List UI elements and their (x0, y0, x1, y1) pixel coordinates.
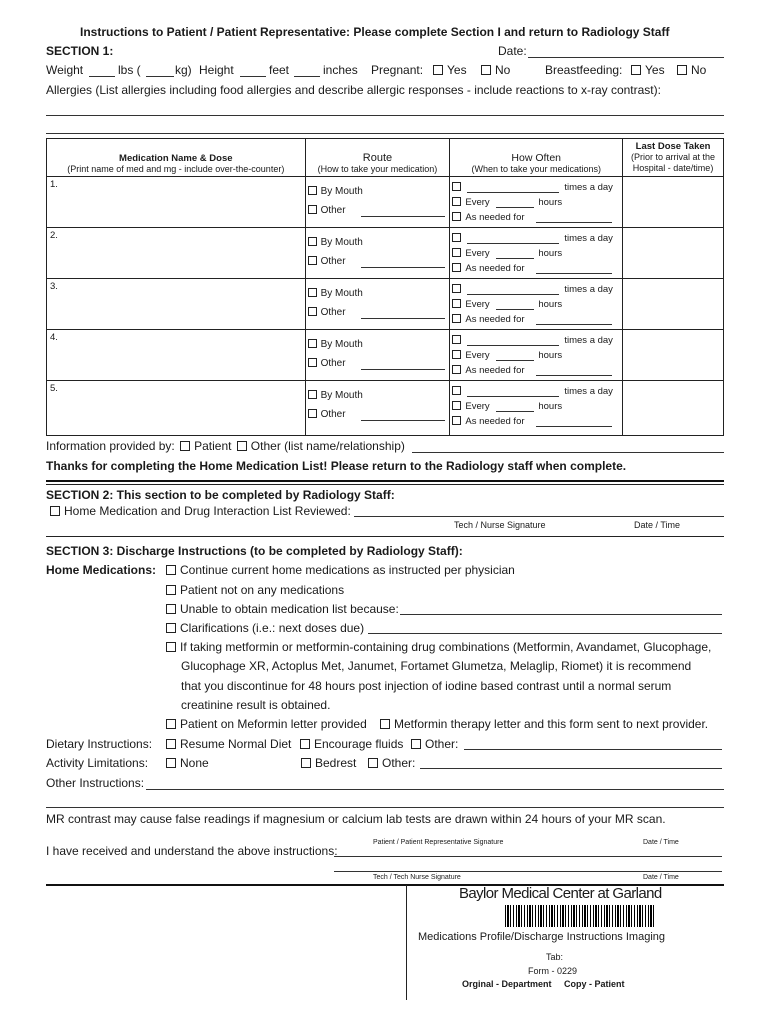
lbs-label: lbs ( (118, 63, 141, 77)
col-route-header (305, 139, 450, 177)
opt-metformin[interactable] (166, 640, 711, 654)
every-hours-field[interactable] (496, 360, 534, 361)
diet-other-field[interactable] (464, 749, 722, 750)
last-dose-cell[interactable] (623, 330, 724, 381)
checkbox-icon[interactable] (166, 719, 176, 729)
how-often-cell (450, 228, 623, 279)
times-a-day-field[interactable] (467, 294, 559, 295)
opt-continue-label: Continue current home medications as instructed per physician (180, 563, 515, 577)
diet-fluids[interactable] (300, 737, 403, 751)
checkbox-icon[interactable] (452, 233, 461, 242)
height-inches-field[interactable] (294, 76, 320, 77)
col-lastdose-header (623, 139, 724, 177)
route-cell (305, 279, 450, 330)
as-needed-label: As needed for (465, 314, 525, 325)
checkbox-icon[interactable] (180, 441, 190, 451)
every-hours-field[interactable] (496, 207, 534, 208)
route-other-field[interactable] (361, 420, 445, 421)
col-medication-header (47, 139, 306, 177)
info-other-label: Other (list name/relationship) (250, 439, 405, 453)
times-a-day-field[interactable] (467, 192, 559, 193)
checkbox-icon[interactable] (380, 719, 390, 729)
every-hours-option[interactable] (452, 299, 489, 310)
date-time-label: Date / Time (634, 520, 681, 530)
row-number: 4. (50, 332, 58, 343)
other-instructions-field[interactable] (146, 789, 724, 790)
row-number: 1. (50, 179, 58, 190)
col-lastdose-sub1: (Prior to arrival at the (631, 152, 716, 162)
activity-none-label: None (180, 756, 209, 770)
divider (406, 885, 407, 1000)
times-a-day-label: times a day (564, 233, 613, 244)
activity-other-field[interactable] (420, 768, 722, 769)
checkbox-icon[interactable] (452, 182, 461, 191)
last-dose-cell[interactable] (623, 381, 724, 436)
route-cell (305, 330, 450, 381)
thanks-message: Thanks for completing the Home Medication List! Please return to the Radiology staff when complete. (46, 459, 627, 473)
checkbox-icon[interactable] (308, 288, 317, 297)
info-provided (46, 439, 405, 453)
checkbox-icon[interactable] (300, 739, 310, 749)
info-provided-label: Information provided by: (46, 439, 175, 453)
every-hours-option[interactable] (452, 248, 489, 259)
route-other-label: Other (320, 409, 346, 420)
section1-label: SECTION 1: (46, 44, 114, 58)
every-hours-option[interactable] (452, 401, 489, 412)
checkbox-icon[interactable] (166, 739, 176, 749)
route-by-mouth[interactable] (308, 390, 363, 401)
as-needed-field[interactable] (536, 426, 612, 427)
tech-sig-label: Tech / Tech Nurse Signature (373, 874, 461, 881)
instructions-heading: Instructions to Patient / Patient Representative: Please complete Section I and return to Radiology Staff (80, 25, 670, 39)
checkbox-icon[interactable] (308, 205, 317, 214)
pregnant-no[interactable] (481, 63, 510, 77)
checkbox-icon[interactable] (433, 65, 443, 75)
tech-nurse-sig-label: Tech / Nurse Signature (454, 520, 546, 530)
clarifications-field[interactable] (368, 633, 722, 634)
route-by-mouth[interactable] (308, 288, 363, 299)
medication-row (47, 177, 724, 228)
opt-metformin-letter[interactable] (166, 717, 367, 731)
medication-name-cell[interactable] (47, 330, 306, 381)
route-by-mouth[interactable] (308, 186, 363, 197)
medication-name-cell[interactable] (47, 279, 306, 330)
checkbox-icon[interactable] (308, 358, 317, 367)
as-needed-label: As needed for (465, 212, 525, 223)
how-often-cell (450, 279, 623, 330)
times-a-day-field[interactable] (467, 243, 559, 244)
row-number: 2. (50, 230, 58, 241)
checkbox-icon[interactable] (308, 237, 317, 246)
col-lastdose-sub2: Hospital - date/time) (632, 163, 714, 173)
as-needed-field[interactable] (536, 273, 612, 274)
last-dose-cell[interactable] (623, 228, 724, 279)
diet-other[interactable] (411, 737, 458, 751)
yes-label: Yes (645, 63, 665, 77)
how-often-cell (450, 330, 623, 381)
times-a-day-label: times a day (564, 284, 613, 295)
opt-metformin-line3: that you discontinue for 48 hours post injection of iodine based contrast until a normal serum (181, 679, 672, 693)
col-howoften-header (450, 139, 623, 177)
activity-other-label: Other: (382, 756, 416, 770)
medication-table (46, 138, 724, 436)
checkbox-icon[interactable] (308, 390, 317, 399)
hours-label: hours (538, 299, 563, 310)
route-other-label: Other (320, 205, 346, 216)
checkbox-icon[interactable] (452, 197, 461, 206)
breastfeeding-label: Breastfeeding: (545, 63, 623, 77)
last-dose-cell[interactable] (623, 177, 724, 228)
opt-no-meds-label: Patient not on any medications (180, 583, 345, 597)
every-hours-field[interactable] (496, 309, 534, 310)
checkbox-icon[interactable] (166, 623, 176, 633)
hours-label: hours (538, 248, 563, 259)
medication-row (47, 279, 724, 330)
col-route-sub: (How to take your medication) (317, 164, 438, 174)
how-often-cell (450, 381, 623, 436)
checkbox-icon[interactable] (452, 284, 461, 293)
date-field[interactable] (528, 57, 724, 58)
times-a-day-label: times a day (564, 335, 613, 346)
patient-date-label: Date / Time (643, 839, 679, 846)
as-needed-option[interactable] (452, 212, 524, 223)
medication-name-cell[interactable] (47, 177, 306, 228)
opt-clarifications-label: Clarifications (i.e.: next doses due) (180, 621, 365, 635)
as-needed-field[interactable] (536, 222, 612, 223)
by-mouth-label: By Mouth (320, 288, 363, 299)
hours-label: hours (538, 197, 563, 208)
checkbox-icon[interactable] (166, 604, 176, 614)
route-other-label: Other (320, 358, 346, 369)
mr-contrast-note: MR contrast may cause false readings if magnesium or calcium lab tests are drawn within 24 hours of your MR scan. (46, 812, 666, 826)
unable-reason-field[interactable] (400, 614, 722, 615)
route-other-field[interactable] (361, 267, 445, 268)
as-needed-label: As needed for (465, 263, 525, 274)
every-label: Every (465, 350, 490, 361)
every-hours-field[interactable] (496, 258, 534, 259)
route-other-field[interactable] (361, 369, 445, 370)
info-other-field[interactable] (412, 452, 724, 453)
allergies-line-1[interactable] (46, 115, 724, 116)
height-label: Height (199, 63, 234, 77)
home-meds-label: Home Medications: (46, 563, 157, 577)
checkbox-icon[interactable] (237, 441, 247, 451)
date-label: Date: (498, 44, 527, 58)
yes-label: Yes (447, 63, 467, 77)
pregnant-yes[interactable] (433, 63, 467, 77)
times-a-day-field[interactable] (467, 396, 559, 397)
diet-resume[interactable] (166, 737, 291, 751)
route-other-label: Other (320, 256, 346, 267)
opt-metformin-sent[interactable] (380, 717, 708, 731)
by-mouth-label: By Mouth (320, 339, 363, 350)
checkbox-icon[interactable] (452, 416, 461, 425)
route-other[interactable] (308, 358, 346, 369)
checkbox-icon[interactable] (308, 186, 317, 195)
reviewed-label: Home Medication and Drug Interaction List Reviewed: (64, 504, 351, 518)
col-lastdose-title: Last Dose Taken (635, 141, 711, 152)
hospital-name: Baylor Medical Center at Garland (459, 885, 662, 902)
times-a-day-option[interactable] (452, 335, 465, 346)
checkbox-icon[interactable] (452, 335, 461, 344)
checkbox-icon[interactable] (308, 409, 317, 418)
opt-clarifications[interactable] (166, 621, 364, 635)
route-other[interactable] (308, 205, 346, 216)
medication-row (47, 381, 724, 436)
opt-metformin-line4: creatinine result is obtained. (181, 698, 331, 712)
col-medication-title: Medication Name & Dose (119, 153, 233, 164)
breastfeeding-no[interactable] (677, 63, 706, 77)
section2-title: SECTION 2: This section to be completed by Radiology Staff: (46, 488, 395, 502)
checkbox-icon[interactable] (452, 401, 461, 410)
medication-name-cell[interactable] (47, 381, 306, 436)
checkbox-icon[interactable] (166, 565, 176, 575)
checkbox-icon[interactable] (677, 65, 687, 75)
every-label: Every (465, 299, 490, 310)
route-other-field[interactable] (361, 216, 445, 217)
route-other[interactable] (308, 307, 346, 318)
route-by-mouth[interactable] (308, 237, 363, 248)
as-needed-label: As needed for (465, 365, 525, 376)
opt-metformin-sent-label: Metformin therapy letter and this form sent to next provider. (394, 717, 709, 731)
weight-kg-field[interactable] (146, 76, 174, 77)
feet-label: feet (269, 63, 290, 77)
divider (46, 480, 724, 482)
route-other-field[interactable] (361, 318, 445, 319)
checkbox-icon[interactable] (452, 263, 461, 272)
checkbox-icon[interactable] (452, 365, 461, 374)
no-label: No (495, 63, 511, 77)
every-hours-option[interactable] (452, 350, 489, 361)
pregnant-label: Pregnant: (371, 63, 424, 77)
every-hours-field[interactable] (496, 411, 534, 412)
diet-resume-label: Resume Normal Diet (180, 737, 292, 751)
col-howoften-title: How Often (511, 152, 562, 164)
hours-label: hours (538, 401, 563, 412)
weight-lbs-field[interactable] (89, 76, 115, 77)
as-needed-option[interactable] (452, 263, 524, 274)
section2-signature-field[interactable] (354, 516, 724, 517)
patient-signature-field[interactable] (334, 856, 722, 857)
breastfeeding-yes[interactable] (631, 63, 665, 77)
checkbox-icon[interactable] (308, 256, 317, 265)
height-feet-field[interactable] (240, 76, 266, 77)
received-statement: I have received and understand the above instructions: (46, 844, 338, 858)
opt-unable-label: Unable to obtain medication list because: (180, 602, 399, 616)
route-cell (305, 381, 450, 436)
weight-label: Weight (46, 63, 84, 77)
checkbox-icon[interactable] (301, 758, 311, 768)
every-label: Every (465, 197, 490, 208)
checkbox-icon[interactable] (452, 314, 461, 323)
route-cell (305, 177, 450, 228)
as-needed-option[interactable] (452, 314, 524, 325)
medication-row (47, 330, 724, 381)
kg-label: kg) (175, 63, 192, 77)
other-instructions-line-2[interactable] (46, 807, 724, 808)
by-mouth-label: By Mouth (320, 237, 363, 248)
activity-other[interactable] (368, 756, 415, 770)
row-number: 5. (50, 383, 58, 394)
checkbox-icon[interactable] (166, 642, 176, 652)
opt-metformin-line2: Glucophage XR, Actoplus Met, Janumet, Fortamet Glumetza, Melaglip, Riomet) it is recommend (181, 659, 692, 673)
checkbox-icon[interactable] (481, 65, 491, 75)
checkbox-icon[interactable] (308, 307, 317, 316)
activity-none[interactable] (166, 756, 209, 770)
checkbox-icon[interactable] (452, 386, 461, 395)
other-instructions-label: Other Instructions: (46, 776, 145, 790)
tech-signature-field[interactable] (334, 871, 722, 872)
times-a-day-label: times a day (564, 386, 613, 397)
times-a-day-label: times a day (564, 182, 613, 193)
patient-sig-label: Patient / Patient Representative Signature (373, 839, 504, 846)
how-often-cell (450, 177, 623, 228)
diet-other-label: Other: (425, 737, 459, 751)
activity-bedrest[interactable] (301, 756, 356, 770)
form-number: Form - 0229 (528, 966, 578, 976)
route-other[interactable] (308, 256, 346, 267)
section2-reviewed (50, 504, 351, 518)
checkbox-icon[interactable] (452, 248, 461, 257)
row-number: 3. (50, 281, 58, 292)
activity-bedrest-label: Bedrest (315, 756, 357, 770)
checkbox-icon[interactable] (411, 739, 421, 749)
times-a-day-option[interactable] (452, 233, 465, 244)
col-medication-sub: (Print name of med and mg - include over-the-counter) (67, 164, 285, 174)
as-needed-label: As needed for (465, 416, 525, 427)
by-mouth-label: By Mouth (320, 390, 363, 401)
col-route-title: Route (362, 152, 393, 164)
as-needed-option[interactable] (452, 365, 524, 376)
checkbox-icon[interactable] (452, 299, 461, 308)
form-title: Medications Profile/Discharge Instructions Imaging (418, 931, 666, 943)
route-other-label: Other (320, 307, 346, 318)
divider (46, 484, 724, 485)
tab-label: Tab: (546, 952, 564, 962)
no-label: No (691, 63, 707, 77)
hours-label: hours (538, 350, 563, 361)
divider (46, 536, 724, 537)
as-needed-option[interactable] (452, 416, 524, 427)
checkbox-icon[interactable] (166, 585, 176, 595)
as-needed-field[interactable] (536, 324, 612, 325)
checkbox-icon[interactable] (368, 758, 378, 768)
every-label: Every (465, 248, 490, 259)
opt-unable[interactable] (166, 602, 399, 616)
times-a-day-option[interactable] (452, 284, 465, 295)
opt-metformin-line1: If taking metformin or metformin-containing drug combinations (Metformin, Avandamet, Glucophage, (180, 640, 712, 654)
info-patient-label: Patient (194, 439, 232, 453)
checkbox-icon[interactable] (452, 212, 461, 221)
by-mouth-label: By Mouth (320, 186, 363, 197)
diet-fluids-label: Encourage fluids (314, 737, 404, 751)
opt-continue[interactable] (166, 563, 515, 577)
activity-label: Activity Limitations: (46, 756, 149, 770)
dietary-label: Dietary Instructions: (46, 737, 153, 751)
times-a-day-option[interactable] (452, 386, 465, 397)
allergies-label: Allergies (List allergies including food allergies and describe allergic responses - include reactions to x-ray contrast): (46, 83, 661, 97)
inches-label: inches (323, 63, 358, 77)
checkbox-icon[interactable] (308, 339, 317, 348)
opt-metformin-letter-label: Patient on Meformin letter provided (180, 717, 367, 731)
copy-distribution: Orginal - Department Copy - Patient (462, 979, 625, 989)
as-needed-field[interactable] (536, 375, 612, 376)
checkbox-icon[interactable] (166, 758, 176, 768)
allergies-line-2[interactable] (46, 133, 724, 134)
barcode (505, 905, 655, 927)
medication-name-cell[interactable] (47, 228, 306, 279)
opt-no-meds[interactable] (166, 583, 344, 597)
section3-title: SECTION 3: Discharge Instructions (to be completed by Radiology Staff): (46, 544, 463, 558)
route-by-mouth[interactable] (308, 339, 363, 350)
medication-row (47, 228, 724, 279)
checkbox-icon[interactable] (452, 350, 461, 359)
checkbox-icon[interactable] (631, 65, 641, 75)
every-hours-option[interactable] (452, 197, 489, 208)
route-other[interactable] (308, 409, 346, 420)
last-dose-cell[interactable] (623, 279, 724, 330)
every-label: Every (465, 401, 490, 412)
checkbox-icon[interactable] (50, 506, 60, 516)
times-a-day-field[interactable] (467, 345, 559, 346)
times-a-day-option[interactable] (452, 182, 465, 193)
tech-date-label: Date / Time (643, 874, 679, 881)
col-howoften-sub: (When to take your medications) (471, 164, 602, 174)
route-cell (305, 228, 450, 279)
